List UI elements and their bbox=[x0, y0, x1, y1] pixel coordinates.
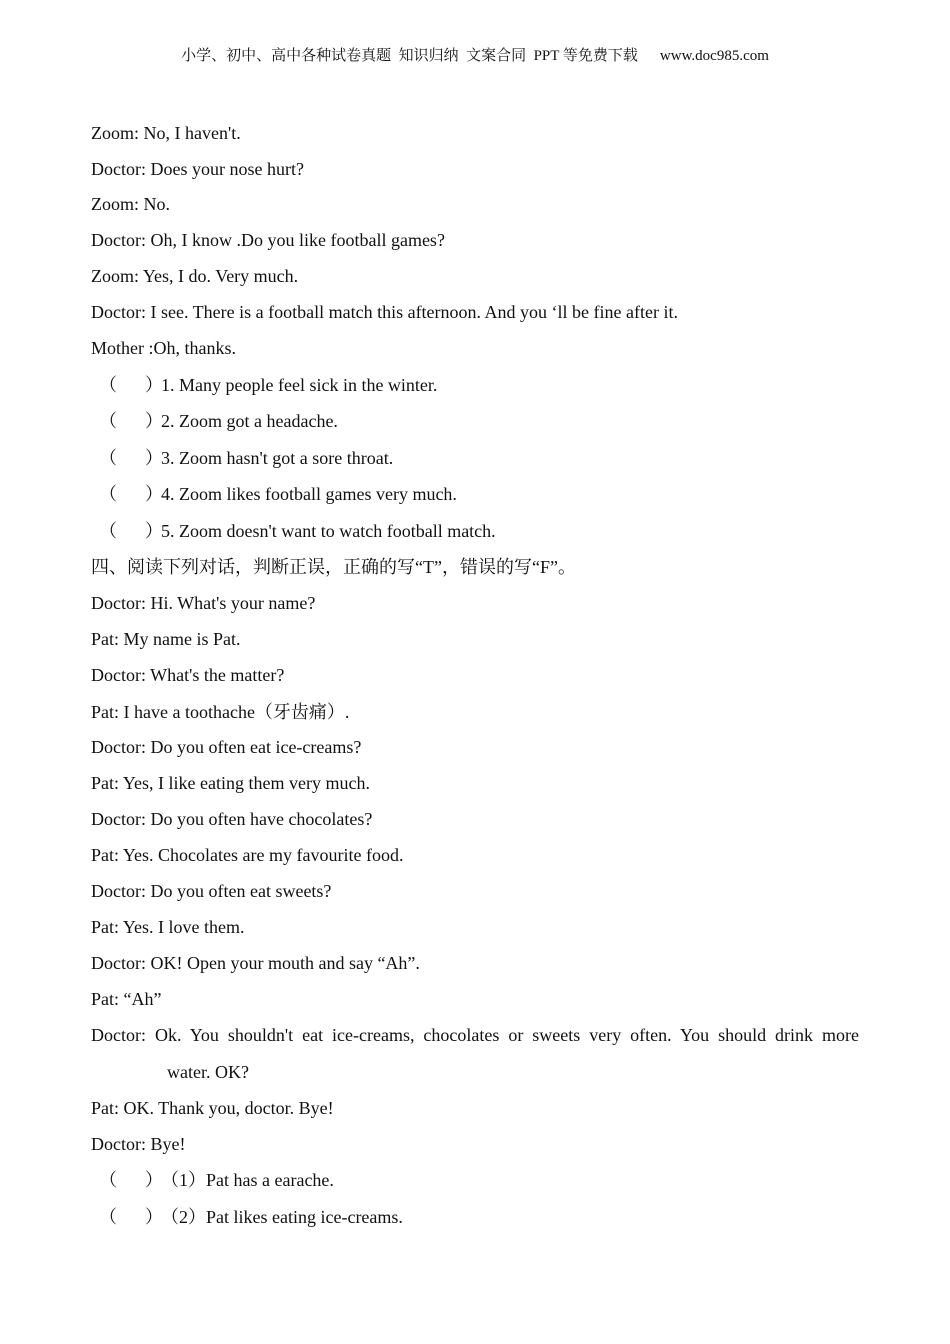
answer-blank-close: ） bbox=[145, 375, 163, 395]
question-item bbox=[99, 1169, 334, 1191]
question-text: （2）Pat likes eating ice-creams. bbox=[161, 1207, 403, 1227]
question-text: 1. Many people feel sick in the winter. bbox=[161, 375, 438, 395]
answer-blank-close: ） bbox=[145, 521, 163, 541]
question-item bbox=[99, 410, 338, 432]
question-item bbox=[99, 520, 496, 542]
question-item bbox=[99, 1206, 403, 1228]
dialogue-line: Zoom: No, I haven't. bbox=[91, 123, 241, 143]
dialogue-line: Zoom: Yes, I do. Very much. bbox=[91, 266, 299, 286]
answer-blank-close: ） bbox=[145, 484, 163, 504]
dialogue-line: Pat: My name is Pat. bbox=[91, 629, 241, 649]
header-text: 小学、初中、高中各种试卷真题 知识归纳 文案合同 PPT 等免费下载 bbox=[181, 48, 638, 64]
dialogue-line-continuation: water. OK? bbox=[167, 1062, 249, 1082]
question-text: （1）Pat has a earache. bbox=[161, 1170, 334, 1190]
question-text: 4. Zoom likes football games very much. bbox=[161, 484, 457, 504]
header-site: www.doc985.com bbox=[659, 48, 769, 64]
question-item bbox=[99, 374, 437, 396]
dialogue-line: Doctor: Does your nose hurt? bbox=[91, 159, 304, 179]
answer-blank-open: （ bbox=[99, 484, 117, 504]
answer-blank-open: （ bbox=[99, 1207, 117, 1227]
dialogue-line: Pat: “Ah” bbox=[91, 989, 162, 1009]
dialogue-line-long: Doctor: Ok. You shouldn't eat ice-creams, chocolates or sweets very often. You should drink more bbox=[91, 1025, 859, 1045]
answer-blank-close: ） bbox=[145, 1207, 163, 1227]
dialogue-line: Doctor: What's the matter? bbox=[91, 665, 285, 685]
question-text: 2. Zoom got a headache. bbox=[161, 411, 338, 431]
question-text: 5. Zoom doesn't want to watch football match. bbox=[161, 521, 496, 541]
answer-blank-close: ） bbox=[145, 448, 163, 468]
dialogue-line: Doctor: Bye! bbox=[91, 1134, 186, 1154]
dialogue-line: Zoom: No. bbox=[91, 194, 170, 214]
answer-blank-close: ） bbox=[145, 411, 163, 431]
dialogue-line: Pat: I have a toothache（牙齿痛）. bbox=[91, 702, 350, 722]
dialogue-line: Doctor: Hi. What's your name? bbox=[91, 593, 316, 613]
dialogue-line: Pat: Yes, I like eating them very much. bbox=[91, 773, 370, 793]
question-item bbox=[99, 447, 393, 469]
dialogue-line: Mother :Oh, thanks. bbox=[91, 338, 236, 358]
dialogue-line: Doctor: Do you often have chocolates? bbox=[91, 809, 373, 829]
dialogue-line: Doctor: Do you often eat sweets? bbox=[91, 881, 332, 901]
dialogue-line: Doctor: I see. There is a football match this afternoon. And you ‘ll be fine after it. bbox=[91, 302, 678, 322]
answer-blank-open: （ bbox=[99, 411, 117, 431]
dialogue-line: Pat: Yes. I love them. bbox=[91, 917, 245, 937]
answer-blank-open: （ bbox=[99, 448, 117, 468]
dialogue-line: Doctor: Do you often eat ice-creams? bbox=[91, 737, 362, 757]
question-text: 3. Zoom hasn't got a sore throat. bbox=[161, 448, 394, 468]
answer-blank-open: （ bbox=[99, 521, 117, 541]
section-title: 四、阅读下列对话，判断正误，正确的写“T”，错误的写“F”。 bbox=[91, 557, 576, 577]
answer-blank-close: ） bbox=[145, 1170, 163, 1190]
answer-blank-open: （ bbox=[99, 375, 117, 395]
page-header bbox=[0, 44, 950, 65]
dialogue-line: Doctor: Oh, I know .Do you like football games? bbox=[91, 230, 445, 250]
answer-blank-open: （ bbox=[99, 1170, 117, 1190]
dialogue-line: Pat: OK. Thank you, doctor. Bye! bbox=[91, 1098, 334, 1118]
dialogue-line: Doctor: OK! Open your mouth and say “Ah”. bbox=[91, 953, 420, 973]
question-item bbox=[99, 483, 457, 505]
dialogue-line: Pat: Yes. Chocolates are my favourite food. bbox=[91, 845, 404, 865]
